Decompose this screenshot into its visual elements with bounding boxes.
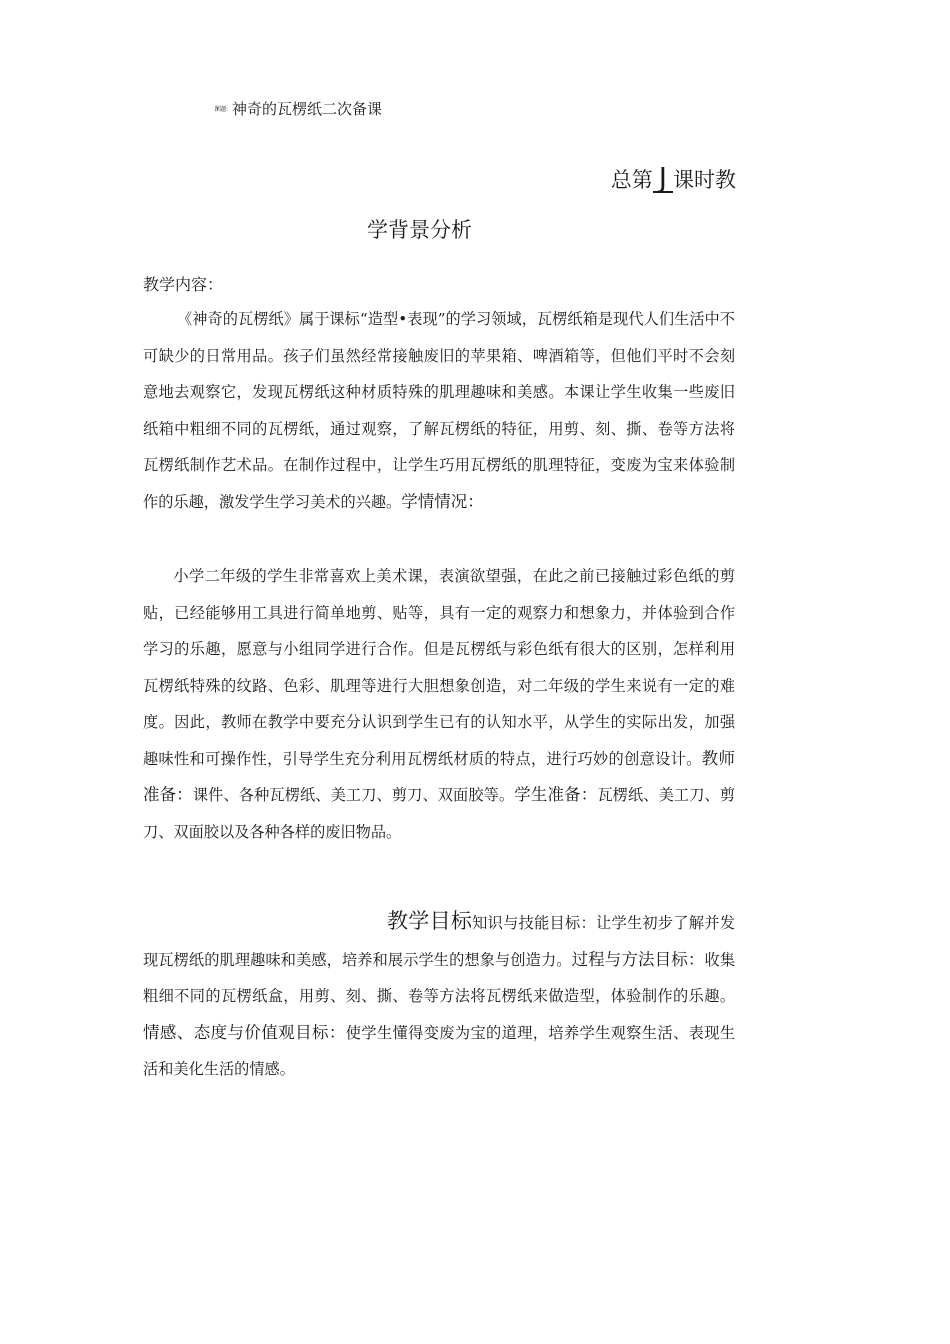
emotion-goal-label: 情感、态度与价值观目标： <box>143 1022 346 1042</box>
process-goal-text: 收集粗细不同的瓦楞纸盒，用剪、刻、撕、卷等方法将瓦楞纸来做造型，体验制作的乐趣。 <box>143 950 736 1005</box>
teacher-prep-text: 课件、各种瓦楞纸、美工刀、剪刀、双面胶等。 <box>192 786 515 804</box>
knowledge-goal-text: 让学生初步了解并发现瓦楞纸的肌理趣味和美感，培养和展示学生的想象与创造力。 <box>143 914 736 969</box>
teaching-content-paragraph <box>143 301 735 520</box>
learning-situation-paragraph <box>143 558 735 850</box>
teacher-prep-label: 教师准备： <box>143 748 736 804</box>
lesson-count-line <box>610 161 736 196</box>
lesson-suffix: 课时教 <box>673 168 736 192</box>
lesson-number: J <box>653 165 673 193</box>
teaching-goals-paragraph <box>143 903 735 1088</box>
course-title: 神奇的瓦楞纸二次备课 <box>232 100 383 118</box>
emotion-goal-text: 使学生懂得变废为宝的道理，培养学生观察生活、表现生活和美化生活的情感。 <box>143 1023 736 1078</box>
page-subtitle: 学背景分析 <box>367 218 472 242</box>
teaching-content-label: 教学内容： <box>143 275 224 294</box>
teaching-content-text: 《神奇的瓦楞纸》属于课标“造型•表现”的学习领域，瓦楞纸箱是现代人们生活中不可缺少的日常用品。孩子们虽然经常接触废旧的苹果箱、啤酒箱等，但他们平时不会刻意地去观察它，发现瓦楞纸这种材质特殊的肌理趣味和美感。本课让学生收集一些废旧纸箱中粗细不同的瓦楞纸，通过观察，了解瓦楞纸的特征，用剪、刻、撕、卷等方法将瓦楞纸制作艺术品。在制作过程中，让学生巧用瓦楞纸的肌理特征，变废为宝来体验制作的乐趣，激发学生学习美术的兴趣。 <box>143 310 735 511</box>
lesson-prefix: 总第 <box>610 168 653 192</box>
process-goal-label: 过程与方法目标： <box>571 949 705 969</box>
student-prep-label: 学生准备： <box>514 785 598 804</box>
teaching-goals-heading: 教学目标 <box>387 909 473 933</box>
learning-situation-label: 学情情况： <box>401 491 484 511</box>
knowledge-goal-label: 知识与技能目标： <box>472 914 596 932</box>
student-prep-text: 瓦楞纸、美工刀、剪刀、双面胶以及各种各样的废旧物品。 <box>143 786 736 841</box>
course-tag: 课题: <box>214 106 229 113</box>
learning-situation-text: 小学二年级的学生非常喜欢上美术课，表演欲望强，在此之前已接触过彩色纸的剪贴，已经能够用工具进行简单地剪、贴等，具有一定的观察力和想象力，并体验到合作学习的乐趣，愿意与小组同学进行合作。但是瓦楞纸与彩色纸有很大的区别，怎样利用瓦楞纸特殊的纹路、色彩、肌理等进行大胆想象创造，对二年级的学生来说有一定的难度。因此，教师在教学中要充分认识到学生已有的认知水平，从学生的实际出发，加强趣味性和可操作性，引导学生充分利用瓦楞纸材质的特点，进行巧妙的创意设计。 <box>143 567 735 768</box>
course-title-line <box>214 98 382 121</box>
